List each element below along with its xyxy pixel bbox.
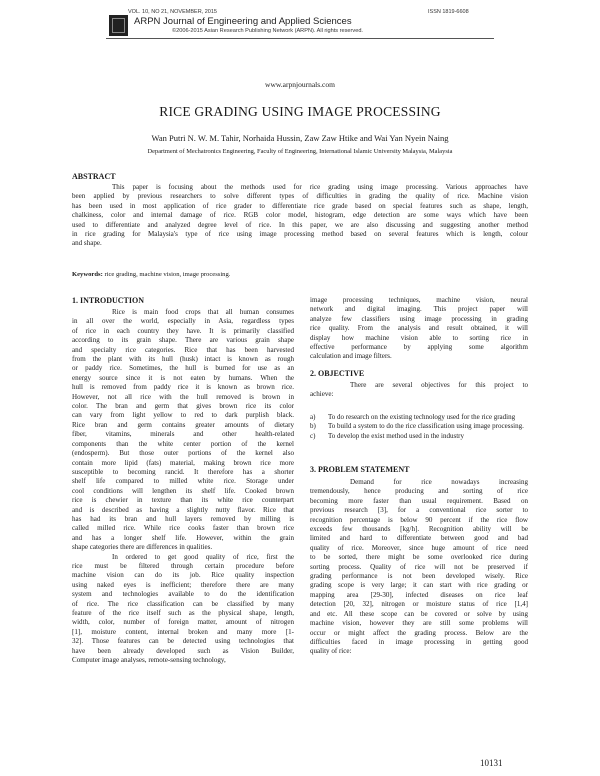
text-line: (endosperm). But those outer portions of the kernel also [72,449,294,458]
text-line: occur or might affect the grading process. Below are the [310,628,528,637]
keywords-label: Keywords: [72,271,103,278]
text-line: color. The bran and germ that gives brown rice its color [72,402,294,411]
text-line: used to differentiate and analyzed degree level of rice. In this paper, we are also discussing and suggesting another method [72,220,528,229]
paper-title: RICE GRADING USING IMAGE PROCESSING [159,104,441,119]
text-line: system and technologies available to do the identification [72,590,294,599]
text-line: width, color, number of foreign matter, amount of nitrogen [72,618,294,627]
text-line: chalkiness, color and internal damage of rice. RGB color model, histogram, edge detection are some ways which have been [72,211,528,220]
volume-line: VOL. 10, NO 21, NOVEMBER, 2015 [128,9,217,15]
text-line: contain more lipid (fats) material, making brown rice more [72,458,294,467]
list-marker: a) [310,413,316,421]
text-line: Rice is main food crops that all human consumes [112,308,294,316]
text-line: cool conditions will lengthen its shelf life. Cooked brown [72,486,294,495]
text-line: or paddy rice. Sometimes, the hull is burned for use as an [72,364,294,373]
text-line: energy source since it is not eaten by humans. When the [72,373,294,382]
website-link[interactable]: www.arpnjournals.com [265,80,335,89]
text-line: susceptible to becoming rancid. It therefore has a shorter [72,467,294,476]
text-line: [1], moisture content, internal broken and many more [1- [72,627,294,636]
objective-body [310,381,528,400]
text-line: feature of the rice itself such as the physical shape, length, [72,609,294,617]
text-line: previous research [3], for a conventional rice sorter to [310,506,528,515]
text-line: quality of rice. Moreover, since huge amount of rice need [310,543,528,552]
text-line: tremendously, hence producing and sorting of rice [310,487,528,496]
text-line: limited and hard to differentiate between good and bad [310,534,528,543]
text-line: components than the white center portion of the kernel [72,439,294,448]
copyright-line: ©2006-2015 Asian Research Publishing Network (ARPN). All rights reserved. [172,28,363,34]
text-line: mapping area [29-30], infected diseases on rice leaf [310,590,528,599]
text-line: in rice grading for Malaysia's type of rice using image processing method based on several features which is length, colour [72,230,528,239]
text-line: has had its bran and hull layers removed by milling is [72,514,294,523]
text-line: shelf life compared to milled white rice. Storage under [72,477,294,486]
text-line: becoming more faster than usual requirement. Based on [310,496,528,505]
text-line: There are several objectives for this project to [350,381,528,389]
affiliation: Department of Mechatronics Engineering, Faculty of Engineering, International Islamic University Malaysia, Malaysia [147,148,453,155]
text-line: called milled rice. While rice cooks faster than brown rice [72,524,294,533]
authors: Wan Putri N. W. M. Tahir, Norhaida Hussin, Zaw Zaw Htike and Wai Yan Nyein Naing [151,133,449,143]
text-line: sorting process. Quality of rice will not be preserved if [310,562,528,571]
text-line: detection [20, 32], nitrogen or moisture status of rice [1,4] [310,600,528,609]
journal-name: ARPN Journal of Engineering and Applied Sciences [134,16,352,27]
text-line: calculation and image filters. [310,352,392,361]
problem-heading: 3. PROBLEM STATEMENT [310,465,410,474]
text-line: rice must be filtered through certain procedure before [72,561,294,570]
issn: ISSN 1819-6608 [428,9,469,15]
abstract-heading: ABSTRACT [72,172,116,181]
text-line: has been used in most application of rice grader to differentiate rice grade based on special features such as shape, length, [72,201,528,210]
list-item-text: To do research on the existing technology used for the rice grading [328,413,516,421]
text-line: Rice bran and germ contains greater amounts of dietary [72,420,294,429]
text-line: grading performance is not been developed wisely. Rice [310,572,528,581]
text-line: and shape. [72,239,102,248]
text-line: in all over the world, especially in Asia, regardless types [72,317,294,326]
keywords [72,271,230,278]
text-line: However, not all rice with the hull removed is brown in [72,392,294,401]
text-line: difficulties faced in image processing in getting good [310,637,528,646]
list-marker: c) [310,431,316,440]
text-line: rice quality. From the analysis and result obtained, it will [310,324,528,333]
list-item [310,432,528,441]
problem-body [310,478,528,657]
text-line: 32]. Those features can be detected using technologies that [72,637,294,646]
list-marker: b) [310,422,316,431]
text-line: rice is chewier in texture than its white rice counterpart [72,496,294,505]
header-rule [106,38,494,39]
list-item-text: To build a system to do the rice classification using image processing. [328,422,524,431]
text-line: and etc. All these scope can be covered or solve by using [310,609,528,618]
text-line: according to its grain shape. There are various grain shape [72,336,294,345]
text-line: of rice. The rice classification can be classified by many [72,599,294,608]
text-line: and is described as having a slightly nutty flavor. Rice that [72,505,294,514]
text-line: grading scope is very large; it can start with rice grading or [310,581,528,590]
text-line: This paper is focusing about the methods used for rice grading using image processing. Various approaches have [112,183,528,191]
objective-heading: 2. OBJECTIVE [310,369,365,378]
text-line: display how machine vision able to sorting rice in [310,333,528,342]
text-line: shape categories there are differences in qualities. [72,543,213,552]
text-line: analyze few classifiers using image processing in grading [310,314,528,323]
text-line: been applied by previous researchers to solve different types of difficulties in grading the quality of rice. Machine vision [72,192,528,201]
text-line: Computer image analyses, remote-sensing technology, [72,656,226,665]
text-line: image processing techniques, machine vision, neural [310,296,528,304]
text-line: In ordered to get good quality of rice, first the [112,552,294,561]
text-line: Demand for rice nowadays increasing [350,478,528,486]
list-item-text: To develop the exist method used in the industry [328,431,464,440]
text-line: hull is removed from paddy rice it is known as brown rice. [72,383,294,392]
text-line: using naked eyes is inefficient; therefore there are many [72,580,294,589]
intro-heading: 1. INTRODUCTION [72,296,145,305]
text-line: recognition percentage is below 90 percent if the rice flow [310,515,528,524]
text-line: quality of rice: [310,647,352,656]
text-line: from the plant with its hull (husk) intact is known as rough [72,355,294,364]
intro-body [72,308,294,665]
text-line: machine vision can do its job. Rice quality inspection [72,571,294,580]
intro-continued [310,296,528,362]
list-item [310,422,528,431]
text-line: and has a longer shelf life. However, within the grain [72,533,294,542]
text-line: effective performance by applying some algorithm [310,343,528,352]
text-line: have been already developed such as Vision Builder, [72,646,294,655]
text-line: exceeds few thousands [kg/h]. Recognition ability will be [310,525,528,534]
abstract-body [72,183,528,249]
text-line: fiber, vitamins, minerals and other health-related [72,430,294,439]
journal-logo [109,15,128,36]
text-line: achieve: [310,390,334,399]
text-line: network and digital imaging. This project paper will [310,305,528,314]
text-line: of rice in each country they have. It is primarily classified [72,326,294,335]
text-line: to be sorted, there might be some overlooked rice during [310,553,528,562]
text-line: machine vision, however they are still some problems will [310,619,528,628]
objective-list [310,413,528,441]
keywords-text: rice grading, machine vision, image processing. [104,271,231,278]
page-number: 10131 [480,758,503,768]
text-line: can vary from light yellow to red to dark purplish black. [72,411,294,420]
list-item [310,413,528,422]
text-line: and specialty rice categories. Rice that has been harvested [72,345,294,354]
